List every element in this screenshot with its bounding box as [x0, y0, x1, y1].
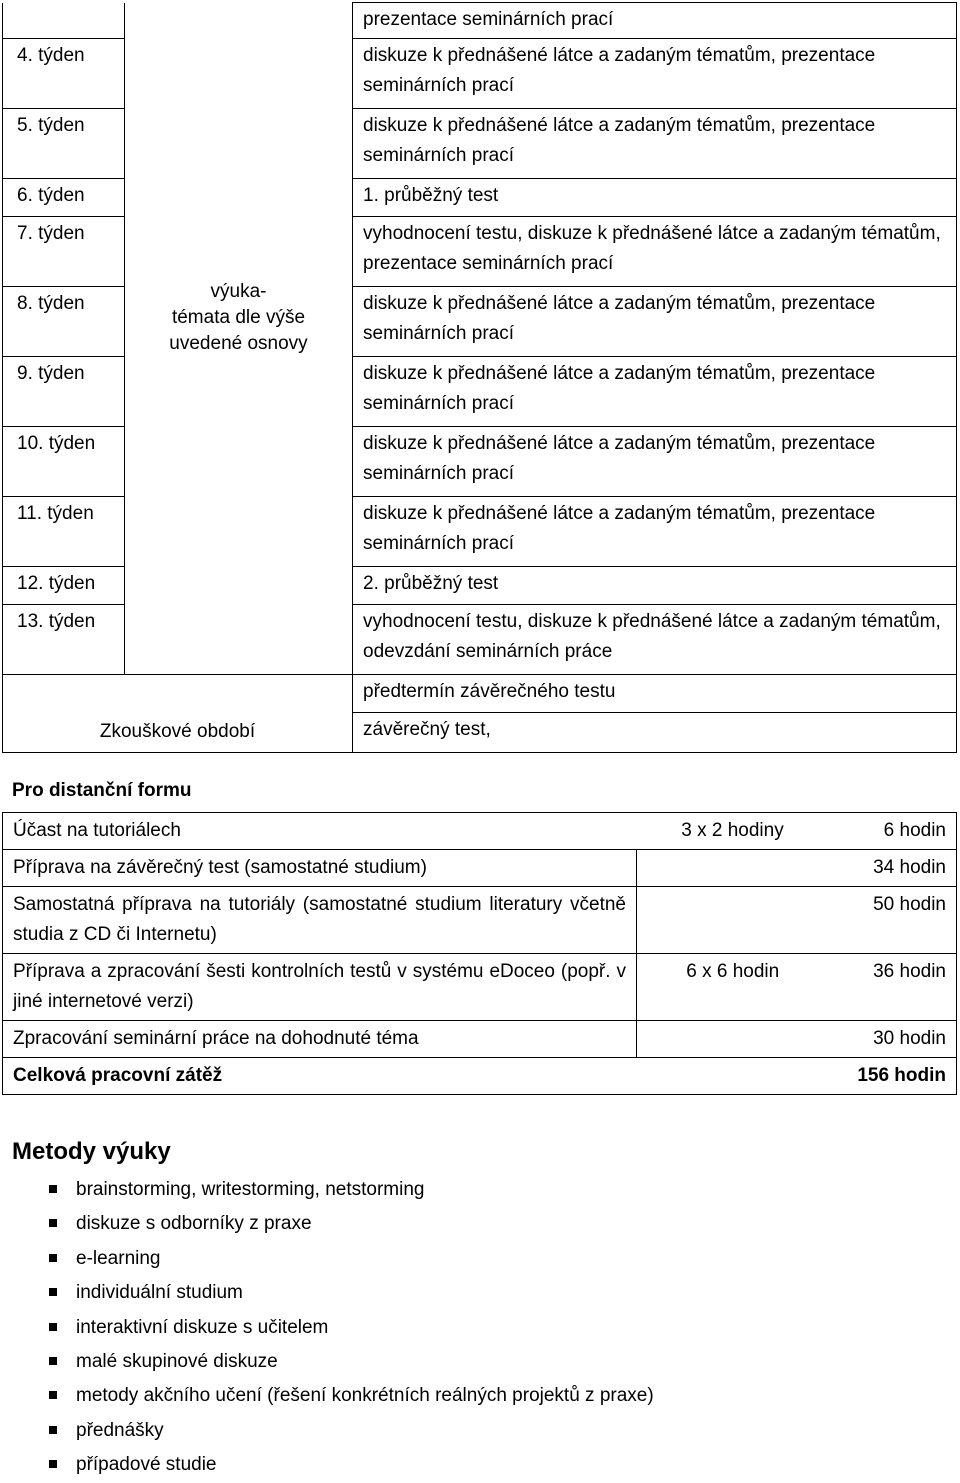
workload-label: Samostatná příprava na tutoriály (samostatné studium literatury včetně studia z CD či Internetu)	[3, 887, 637, 954]
distance-heading: Pro distanční formu	[12, 780, 192, 801]
schedule-row	[3, 712, 957, 752]
workload-row	[3, 813, 957, 850]
description-cell: diskuze k přednášené látce a zadaným tématům, prezentace seminárních prací	[353, 108, 957, 178]
bullet-square-icon	[49, 1288, 57, 1296]
workload-hours: 30 hodin	[829, 1021, 957, 1058]
list-item-label: případové studie	[76, 1454, 217, 1476]
list-item-label: individuální studium	[76, 1282, 243, 1304]
workload-row	[3, 887, 957, 954]
teaching-topics-label: výuka- témata dle výše uvedené osnovy	[169, 281, 308, 354]
list-item	[0, 1173, 960, 1207]
list-item-label: brainstorming, writestorming, netstorming	[76, 1179, 425, 1200]
description-cell: diskuze k přednášené látce a zadaným tématům, prezentace seminárních prací	[353, 426, 957, 496]
list-item-label: malé skupinové diskuze	[76, 1350, 278, 1372]
bullet-square-icon	[49, 1254, 57, 1262]
schedule-row	[3, 674, 957, 712]
list-item	[0, 1207, 960, 1241]
workload-row	[3, 1021, 957, 1058]
description-cell: diskuze k přednášené látce a zadaným tématům, prezentace seminárních prací	[353, 38, 957, 108]
list-item	[0, 1242, 960, 1276]
description-cell: diskuze k přednášené látce a zadaným tématům, prezentace seminárních prací	[353, 496, 957, 566]
week-cell	[3, 3, 125, 39]
workload-label: Příprava a zpracování šesti kontrolních testů v systému eDoceo (popř. v jiné internetové verzi)	[3, 954, 637, 1021]
teaching-topics-cell	[125, 3, 353, 675]
description-cell: 2. průběžný test	[353, 566, 957, 604]
workload-hours: 50 hodin	[829, 887, 957, 954]
workload-detail: 6 x 6 hodin	[637, 954, 829, 1021]
week-cell: 11. týden	[3, 496, 125, 566]
workload-detail	[637, 850, 829, 887]
workload-detail	[637, 887, 829, 954]
list-item	[0, 1276, 960, 1310]
description-cell: diskuze k přednášené látce a zadaným tématům, prezentace seminárních prací	[353, 356, 957, 426]
list-item-label: interaktivní diskuze s učitelem	[76, 1316, 329, 1338]
workload-hours: 34 hodin	[829, 850, 957, 887]
workload-hours: 36 hodin	[829, 954, 957, 1021]
week-cell: 6. týden	[3, 178, 125, 216]
workload-label: Účast na tutoriálech	[3, 813, 637, 850]
week-cell: 7. týden	[3, 216, 125, 286]
workload-total-hours: 156 hodin	[829, 1058, 957, 1095]
list-item-label: metody akčního učení (řešení konkrétních reálných projektů z praxe)	[76, 1385, 654, 1407]
schedule-row	[3, 3, 957, 39]
week-cell: 8. týden	[3, 286, 125, 356]
workload-detail: 3 x 2 hodiny	[637, 813, 829, 850]
list-item-label: e-learning	[76, 1247, 161, 1269]
bullet-square-icon	[49, 1460, 57, 1468]
description-cell: diskuze k přednášené látce a zadaným tématům, prezentace seminárních prací	[353, 286, 957, 356]
pre-exam-cell: předtermín závěrečného testu	[353, 674, 957, 712]
bullet-square-icon	[49, 1323, 57, 1331]
description-cell: prezentace seminárních prací	[353, 3, 957, 39]
workload-label: Příprava na závěrečný test (samostatné studium)	[3, 850, 637, 887]
final-exam-cell: závěrečný test,	[353, 712, 957, 752]
description-cell: vyhodnocení testu, diskuze k přednášené látce a zadaným tématům, odevzdání seminárních práce	[353, 604, 957, 674]
workload-total-blank	[637, 1058, 829, 1095]
description-cell: vyhodnocení testu, diskuze k přednášené látce a zadaným tématům, prezentace seminárních prací	[353, 216, 957, 286]
workload-detail	[637, 1021, 829, 1058]
list-item	[0, 1311, 960, 1345]
workload-hours: 6 hodin	[829, 813, 957, 850]
workload-label: Zpracování seminární práce na dohodnuté téma	[3, 1021, 637, 1058]
workload-total-label: Celková pracovní zátěž	[3, 1058, 637, 1095]
workload-row	[3, 954, 957, 1021]
workload-total-row	[3, 1058, 957, 1095]
bullet-square-icon	[49, 1219, 57, 1227]
list-item	[0, 1345, 960, 1379]
list-item	[0, 1414, 960, 1448]
week-cell: 5. týden	[3, 108, 125, 178]
week-cell: 12. týden	[3, 566, 125, 604]
bullet-square-icon	[49, 1391, 57, 1399]
exam-period-blank	[3, 674, 353, 712]
list-item-label: diskuze s odborníky z praxe	[76, 1213, 312, 1235]
week-cell: 13. týden	[3, 604, 125, 674]
bullet-square-icon	[49, 1185, 57, 1193]
exam-period-cell: Zkouškové období	[3, 712, 353, 752]
bullet-square-icon	[49, 1357, 57, 1365]
week-cell: 9. týden	[3, 356, 125, 426]
list-item	[0, 1448, 960, 1482]
description-cell: 1. průběžný test	[353, 178, 957, 216]
schedule-table	[2, 2, 957, 753]
workload-row	[3, 850, 957, 887]
bullet-square-icon	[49, 1426, 57, 1434]
list-item-label: přednášky	[76, 1419, 164, 1441]
methods-heading: Metody výuky	[12, 1138, 171, 1165]
workload-table	[2, 812, 957, 1095]
list-item	[0, 1379, 960, 1413]
methods-list	[0, 1173, 960, 1483]
week-cell: 10. týden	[3, 426, 125, 496]
week-cell: 4. týden	[3, 38, 125, 108]
